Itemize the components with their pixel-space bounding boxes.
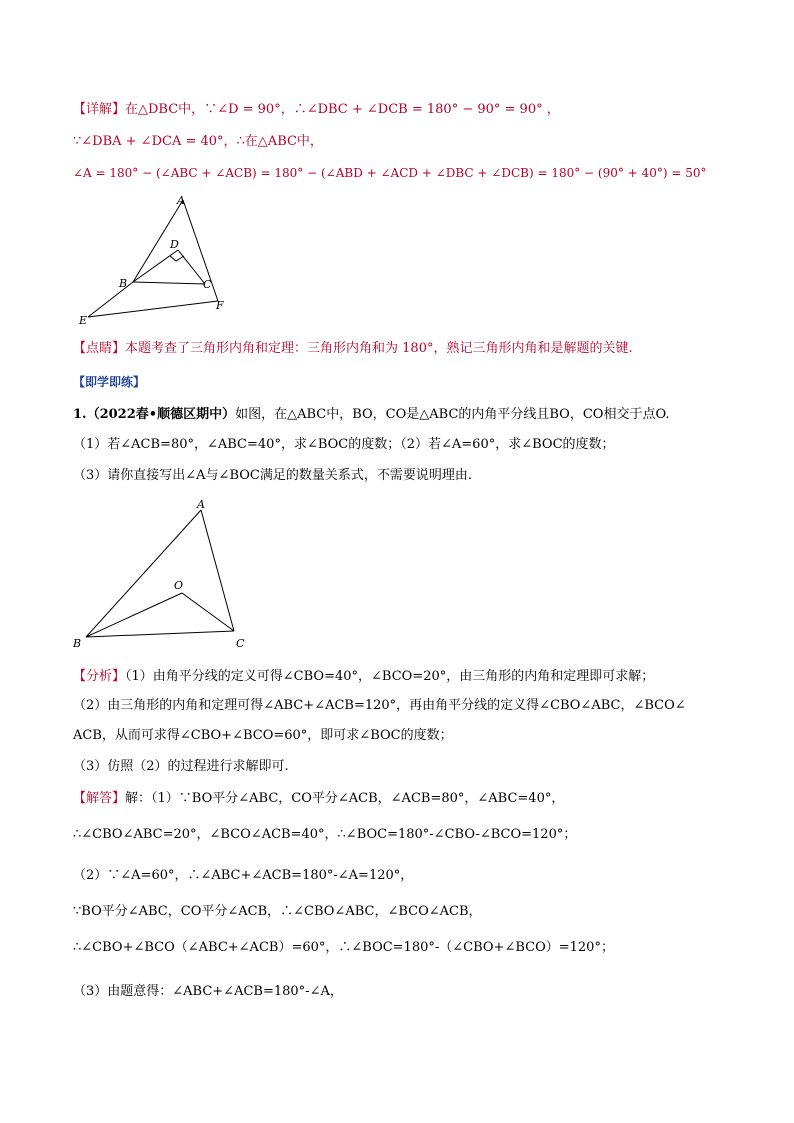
detail-line-2: ∵∠DBA + ∠DCA = 40°，∴在△ABC中， [73, 134, 323, 149]
answer-line-4: ∵BO平分∠ABC，CO平分∠ACB，∴∠CBO∠ABC，∠BCO∠ACB， [73, 904, 482, 919]
answer-line-5: ∴∠CBO+∠BCO（∠ABC+∠ACB）=60°，∴∠BOC=180°-（∠CBO+∠BCO）=120°； [73, 940, 614, 955]
practice-heading: 【即学即练】 [73, 375, 146, 389]
analysis-line-3: ACB，从而可求得∠CBO+∠BCO=60°，即可求∠BOC的度数； [73, 728, 453, 743]
label-E: E [79, 314, 88, 327]
problem-line-1 [73, 406, 669, 424]
detail-tag: 【详解】 [73, 102, 126, 117]
analysis-line-1 [73, 668, 654, 686]
label-A: A [177, 194, 185, 207]
figure-triangle-abc-with-o [68, 495, 253, 655]
label-C: C [236, 637, 245, 650]
label-O: O [174, 579, 184, 592]
analysis-text-1: （1）由角平分线的定义可得∠CBO=40°，∠BCO=20°，由三角形的内角和定理即可求解； [125, 669, 655, 684]
answer-lead: 解： [125, 791, 152, 806]
label-B: B [73, 637, 82, 650]
comment-tag: 【点睛】 [73, 341, 126, 356]
label-B: B [119, 277, 128, 290]
detail-text-1: 在△DBC中，∵∠D = 90°，∴∠DBC + ∠DCB = 180° − 90° = 90° ， [125, 102, 560, 117]
comment-text: 本题考查了三角形内角和定理：三角形内角和为 180°，熟记三角形内角和是解题的关键. [125, 341, 633, 356]
label-F: F [216, 299, 224, 312]
analysis-tag: 【分析】 [73, 669, 126, 684]
analysis-line-2: （2）由三角形的内角和定理可得∠ABC+∠ACB=120°，再由角平分线的定义得∠CBO∠ABC，∠BCO∠ [73, 698, 686, 713]
answer-line-1 [73, 790, 564, 808]
answer-text-1: （1）∵BO平分∠ABC，CO平分∠ACB，∠ACB=80°，∠ABC=40°， [151, 791, 565, 806]
figure-triangle-abc-with-d [70, 190, 240, 330]
problem-line-3: （3）请你直接写出∠A与∠BOC满足的数量关系式，不需要说明理由. [73, 468, 472, 483]
problem-text-1: 如图，在△ABC中，BO，CO是△ABC的内角平分线且BO，CO相交于点O. [235, 407, 670, 422]
answer-line-3: （2）∵∠A=60°，∴∠ABC+∠ACB=180°-∠A=120°， [73, 868, 414, 883]
problem-line-2: （1）若∠ACB=80°，∠ABC=40°，求∠BOC的度数；（2）若∠A=60°，求∠BOC的度数； [73, 437, 615, 452]
answer-tag: 【解答】 [73, 791, 126, 806]
label-A: A [197, 498, 205, 511]
analysis-line-4: （3）仿照（2）的过程进行求解即可. [73, 759, 289, 774]
label-C: C [203, 278, 212, 291]
detail-line-1 [73, 101, 560, 119]
problem-number: 1. [73, 407, 87, 422]
problem-source: （2022春•顺德区期中） [86, 407, 236, 422]
label-D: D [170, 238, 179, 251]
comment-line [73, 340, 633, 358]
answer-line-6: （3）由题意得：∠ABC+∠ACB=180°-∠A， [73, 984, 343, 999]
answer-line-2: ∴∠CBO∠ABC=20°，∠BCO∠ACB=40°，∴∠BOC=180°-∠CBO-∠BCO=120°； [73, 827, 577, 842]
detail-line-3: ∠A = 180° − (∠ABC + ∠ACB) = 180° − (∠ABD + ∠ACD + ∠DBC + ∠DCB) = 180° − (90° + 40°) = 50° [73, 166, 707, 180]
